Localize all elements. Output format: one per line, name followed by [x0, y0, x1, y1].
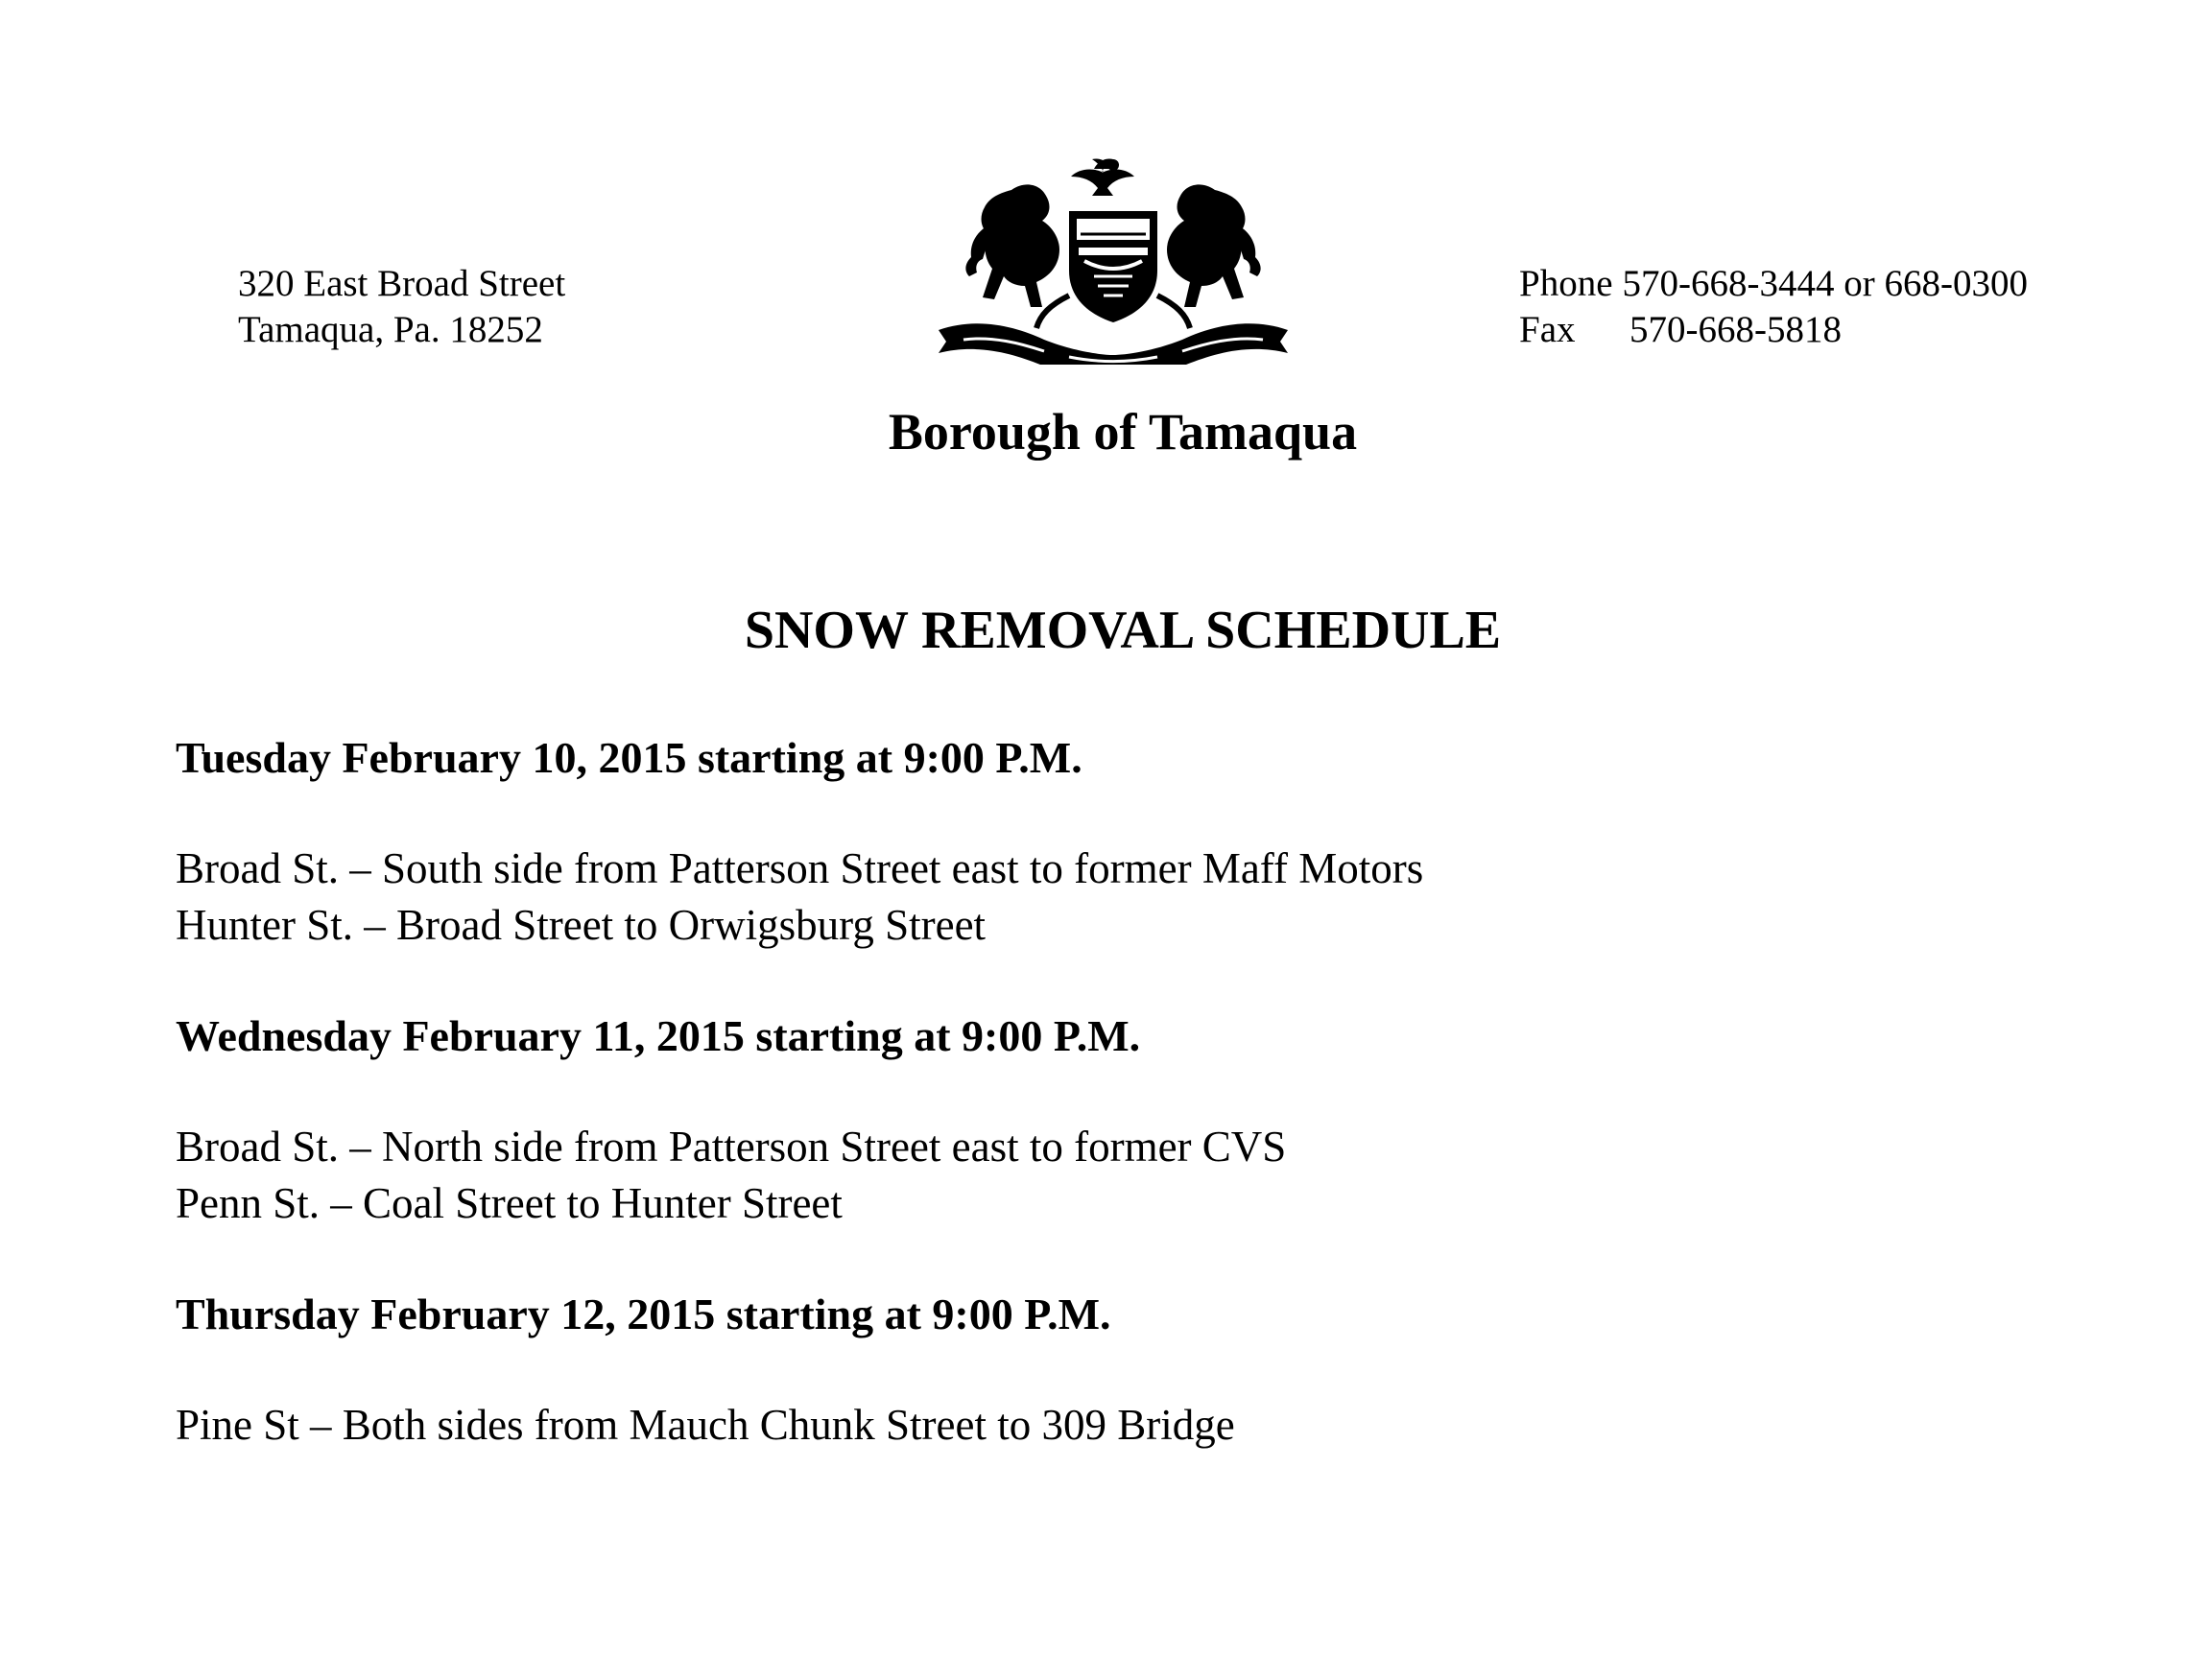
section-day-heading: Wednesday February 11, 2015 starting at 9:00 P.M.: [176, 1011, 1141, 1060]
schedule-section-thursday: [176, 1288, 1235, 1454]
fax-line: [1519, 307, 2028, 353]
section-day-heading: Tuesday February 10, 2015 starting at 9:00 P.M.: [176, 733, 1082, 782]
street-list: [176, 1119, 1286, 1232]
address-block: [238, 261, 565, 353]
street-item: Penn St. – Coal Street to Hunter Street: [176, 1179, 843, 1227]
phone-value: 570-668-3444 or 668-0300: [1622, 263, 2028, 304]
section-day-heading: Thursday February 12, 2015 starting at 9:00 P.M.: [176, 1290, 1111, 1338]
address-line-2: Tamaqua, Pa. 18252: [238, 309, 543, 350]
street-list: [176, 1397, 1235, 1454]
page-title: SNOW REMOVAL SCHEDULE: [744, 601, 1502, 660]
schedule-section-wednesday: [176, 1009, 1286, 1232]
contact-block: [1519, 261, 2028, 353]
schedule-section-tuesday: [176, 731, 1423, 954]
phone-line: [1519, 261, 2028, 307]
street-list: [176, 840, 1423, 954]
address-line-1: 320 East Broad Street: [238, 263, 566, 304]
fax-value: 570-668-5818: [1629, 309, 1842, 350]
organization-name: Borough of Tamaqua: [888, 403, 1358, 461]
fax-label: Fax: [1519, 309, 1576, 350]
phone-label: Phone: [1519, 263, 1613, 304]
street-item: Broad St. – South side from Patterson Street east to former Maff Motors: [176, 844, 1424, 892]
street-item: Pine St – Both sides from Mauch Chunk Street to 309 Bridge: [176, 1401, 1235, 1449]
street-item: Broad St. – North side from Patterson Street east to former CVS: [176, 1123, 1287, 1171]
pennsylvania-coat-of-arms-icon: [925, 152, 1301, 365]
street-item: Hunter St. – Broad Street to Orwigsburg Street: [176, 901, 987, 949]
